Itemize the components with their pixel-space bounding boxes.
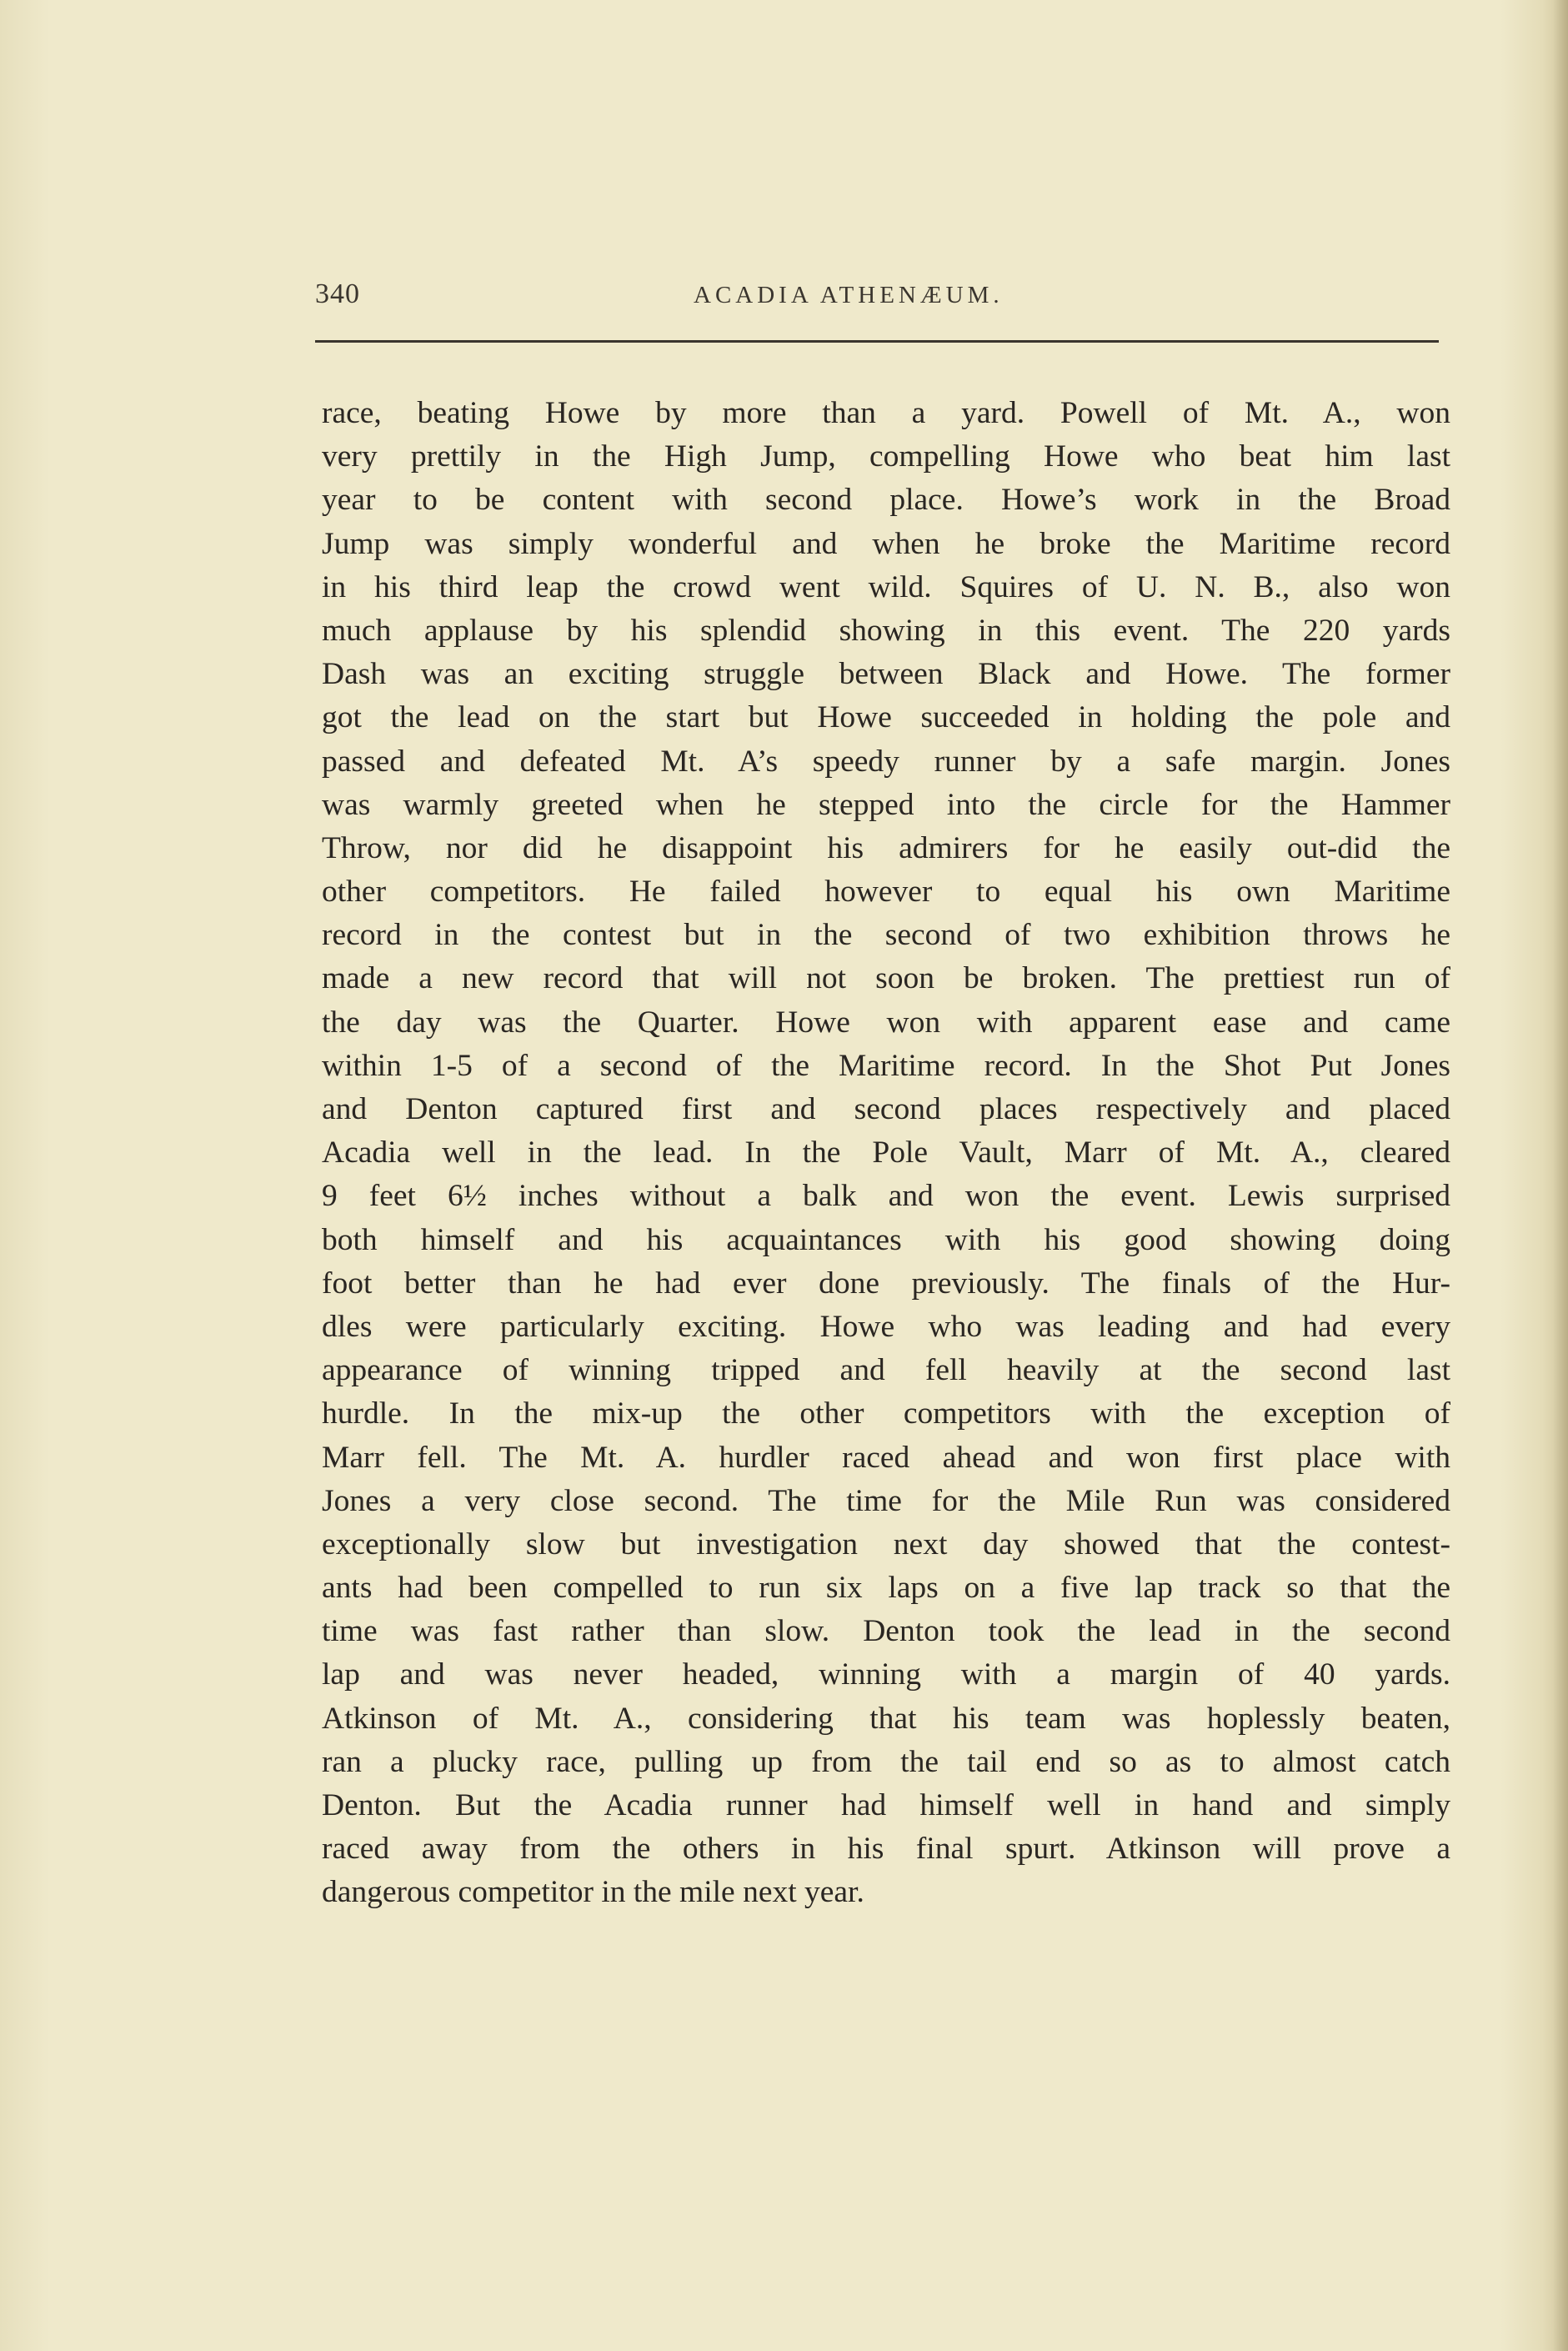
text-line: dangerous competitor in the mile next year. [322, 1875, 864, 1910]
text-line: hurdle. In the mix-up the other competitors with the exception of [322, 1396, 1450, 1431]
text-line: much applause by his splendid showing in this event. The 220 yards [322, 613, 1450, 648]
text-line: foot better than he had ever done previously. The finals of the Hur- [322, 1266, 1450, 1301]
text-line: the day was the Quarter. Howe won with apparent ease and came [322, 1005, 1450, 1040]
text-line: Marr fell. The Mt. A. hurdler raced ahead and won first place with [322, 1440, 1450, 1475]
text-line: passed and defeated Mt. A’s speedy runner by a safe margin. Jones [322, 744, 1450, 779]
text-line: got the lead on the start but Howe succeeded in holding the pole and [322, 700, 1450, 735]
text-line: Dash was an exciting struggle between Black and Howe. The former [322, 657, 1450, 692]
text-line: within 1-5 of a second of the Maritime record. In the Shot Put Jones [322, 1048, 1450, 1083]
text-line: year to be content with second place. Howe’s work in the Broad [322, 483, 1450, 518]
text-line: other competitors. He failed however to equal his own Maritime [322, 875, 1450, 910]
text-line: exceptionally slow but investigation next day showed that the contest- [322, 1526, 1450, 1561]
text-line: ran a plucky race, pulling up from the tail end so as to almost catch [322, 1744, 1450, 1779]
body-text [322, 392, 1450, 1915]
text-line: both himself and his acquaintances with his good showing doing [322, 1222, 1450, 1257]
text-line: ants had been compelled to run six laps on a five lap track so that the [322, 1571, 1450, 1606]
running-title: ACADIA ATHENÆUM. [694, 282, 1004, 308]
text-line: race, beating Howe by more than a yard. Powell of Mt. A., won [322, 396, 1450, 430]
text-line: appearance of winning tripped and fell heavily at the second last [322, 1353, 1450, 1388]
text-line: and Denton captured first and second places respectively and placed [322, 1092, 1450, 1126]
text-line: very prettily in the High Jump, compelling Howe who beat him last [322, 439, 1450, 474]
text-line: record in the contest but in the second of two exhibition throws he [322, 918, 1450, 953]
text-line: raced away from the others in his final spurt. Atkinson will prove a [322, 1832, 1450, 1867]
text-line: was warmly greeted when he stepped into the circle for the Hammer [322, 787, 1450, 822]
text-line: Denton. But the Acadia runner had himself well in hand and simply [322, 1788, 1450, 1822]
page-number: 340 [315, 278, 360, 309]
text-line: time was fast rather than slow. Denton took the lead in the second [322, 1614, 1450, 1649]
header-rule [315, 340, 1439, 343]
text-line: Atkinson of Mt. A., considering that his team was hoplessly beaten, [322, 1701, 1450, 1736]
text-line: in his third leap the crowd went wild. Squires of U. N. B., also won [322, 569, 1450, 604]
text-line: dles were particularly exciting. Howe who was leading and had every [322, 1309, 1450, 1344]
text-line: lap and was never headed, winning with a margin of 40 yards. [322, 1657, 1450, 1692]
text-line: Throw, nor did he disappoint his admirers for he easily out-did the [322, 830, 1450, 865]
text-line: 9 feet 6½ inches without a balk and won the event. Lewis surprised [322, 1179, 1450, 1214]
page-edge-shadow [1553, 0, 1568, 2351]
text-line: Acadia well in the lead. In the Pole Vault, Marr of Mt. A., cleared [322, 1135, 1450, 1170]
text-line: Jones a very close second. The time for the Mile Run was considered [322, 1483, 1450, 1518]
page-header [315, 278, 1439, 312]
text-line: Jump was simply wonderful and when he broke the Maritime record [322, 526, 1450, 561]
text-line: made a new record that will not soon be broken. The prettiest run of [322, 961, 1450, 996]
